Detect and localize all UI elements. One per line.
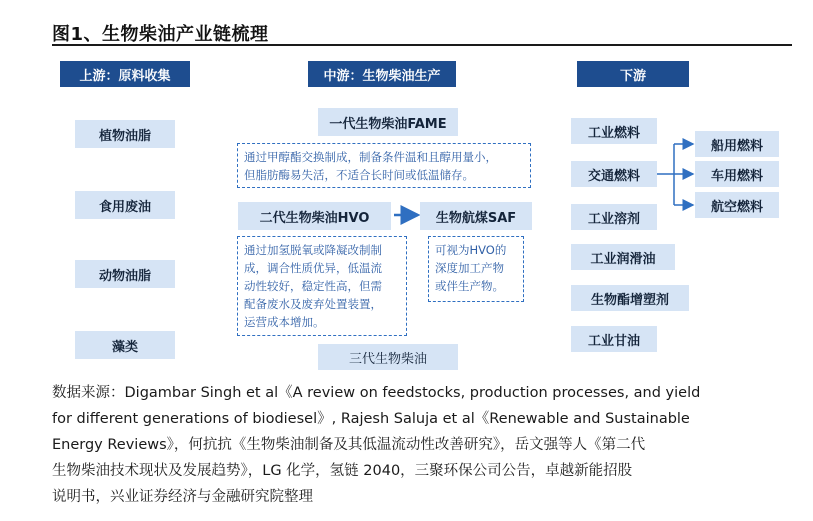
upstream-algae: 藻类: [75, 331, 175, 359]
gen2-note-line: 成，调合性质优异，低温流: [244, 261, 382, 275]
header-upstream: 上游：原料收集: [60, 61, 190, 87]
upstream-plant-oil: 植物油脂: [75, 120, 175, 148]
downstream-industrial-solvent: 工业溶剂: [571, 204, 657, 230]
gen1-note-line: 但脂肪酶易失活，不适合长时间或低温储存。: [244, 168, 474, 182]
saf-note-line: 深度加工产物: [435, 261, 504, 275]
gen2-note-line: 配备废水及废弃处置装置，: [244, 297, 382, 311]
gen1-fame-box: 一代生物柴油FAME: [318, 108, 458, 136]
source-line: Energy Reviews》，何抗抗《生物柴油制备及其低温流动性改善研究》，岳文强等人《第二代: [52, 437, 646, 453]
saf-note-line: 可视为HVO的: [435, 243, 507, 257]
source-line: for different generations of biodiesel》, Rajesh Saluja et al《Renewable and Sustainable: [52, 411, 690, 427]
gen1-note: [237, 143, 531, 188]
upstream-animal-fat: 动物油脂: [75, 260, 175, 288]
gen2-note-line: 动性较好，稳定性高，但需: [244, 279, 382, 293]
gen2-note-line: 通过加氢脱氧或降凝改制制: [244, 243, 382, 257]
gen3-box: 三代生物柴油: [318, 344, 458, 370]
saf-note-line: 或伴生产物。: [435, 279, 504, 293]
source-line: 数据来源：Digambar Singh et al《A review on feedstocks, production processes, and yield: [52, 385, 701, 401]
upstream-waste-oil: 食用废油: [75, 191, 175, 219]
gen2-hvo-box: 二代生物柴油HVO: [238, 202, 391, 230]
downstream-industrial-lubricant: 工业润滑油: [571, 244, 675, 270]
downstream-industrial-fuel: 工业燃料: [571, 118, 657, 144]
downstream-transport-fuel: 交通燃料: [571, 161, 657, 187]
transport-ship-fuel: 船用燃料: [695, 131, 779, 157]
gen2-note: [237, 236, 407, 336]
source-note: [52, 380, 797, 510]
source-line: 说明书，兴业证券经济与金融研究院整理: [52, 489, 313, 505]
downstream-industrial-glycerin: 工业甘油: [571, 326, 657, 352]
gen1-note-line: 通过甲醇酯交换制成，制备条件温和且醇用量小，: [244, 150, 497, 164]
transport-vehicle-fuel: 车用燃料: [695, 161, 779, 187]
source-line: 生物柴油技术现状及发展趋势》，LG 化学，氢链 2040，三聚环保公司公告，卓越新能招股: [52, 463, 633, 479]
downstream-bio-ester-plasticizer: 生物酯增塑剂: [571, 285, 689, 311]
header-downstream: 下游: [577, 61, 689, 87]
saf-note: [428, 236, 524, 302]
transport-aviation-fuel: 航空燃料: [695, 192, 779, 218]
gen2-note-line: 运营成本增加。: [244, 315, 325, 329]
saf-box: 生物航煤SAF: [420, 202, 532, 230]
figure-title: 图1、生物柴油产业链梳理: [52, 24, 269, 45]
header-midstream: 中游：生物柴油生产: [308, 61, 456, 87]
